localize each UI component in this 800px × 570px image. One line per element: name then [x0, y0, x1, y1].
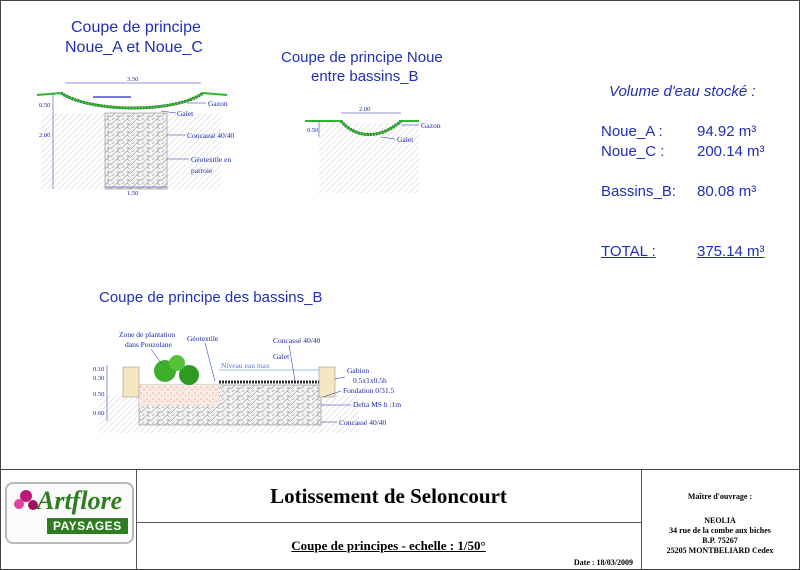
- section1-drawing: [37, 76, 235, 197]
- section1-crushed-stone: [105, 113, 167, 189]
- volume-value-noue-c: 200.14 m³: [697, 143, 765, 160]
- project-title: Lotissement de Seloncourt: [270, 484, 507, 508]
- section1-label-gazon: Gazon: [208, 99, 228, 108]
- logo-subtext: PAYSAGES: [47, 518, 128, 534]
- section3-dim-3: 0.50: [93, 391, 105, 398]
- section1-dim-total: 2.00: [39, 132, 51, 139]
- owner-cell: [641, 470, 799, 570]
- company-logo: [5, 482, 134, 544]
- project-divider: [136, 522, 641, 523]
- section3-gabion-left: [123, 367, 139, 397]
- owner-address-2: B.P. 75267: [702, 536, 738, 545]
- section3-pouzzolane: [139, 385, 219, 405]
- section3-label-zone-2: dans Pouzolane: [125, 340, 172, 349]
- section3-label-gabion-1: Gabion: [347, 366, 370, 375]
- section1-grass-line: [37, 93, 227, 108]
- project-cell: [136, 470, 642, 570]
- volume-value-bassins-b: 80.08 m³: [697, 183, 757, 200]
- section3-dim-2: 0.30: [93, 375, 105, 382]
- volume-name-bassins-b: Bassins_B:: [601, 183, 677, 200]
- volume-total-value: 375.14 m³: [697, 243, 765, 260]
- section3-label-niveau: Niveau eau max: [221, 361, 270, 370]
- section3-label-galet: Galet: [273, 352, 290, 361]
- section1-dim-water: 0.50: [39, 102, 51, 109]
- section1-label-geotextile-2: parroie: [191, 166, 213, 175]
- section2-drawing: [305, 106, 441, 193]
- section1-label-concasse: Concassé 40/40: [187, 131, 235, 140]
- section1-dim-bottom: 1.50: [127, 190, 139, 197]
- section3-label-concasse-bottom: Concassé 40/40: [339, 418, 387, 427]
- section1-title-line2: Noue_A et Noue_C: [65, 39, 203, 56]
- volume-name-noue-c: Noue_C :: [601, 143, 665, 160]
- project-date: Date : 18/03/2009: [573, 558, 633, 567]
- section2-label-gazon: Gazon: [421, 121, 441, 130]
- title-block: [1, 469, 799, 570]
- owner-address-3: 25205 MONTBELIARD Cedex: [666, 546, 774, 555]
- section3-gabion-right: [319, 367, 335, 397]
- section3-dim-1: 0.10: [93, 366, 105, 373]
- section3-label-concasse-top: Concassé 40/40: [273, 336, 321, 345]
- owner-address-1: 34 rue de la combe aux biches: [669, 526, 771, 535]
- section2-dim-top: 2.00: [359, 106, 371, 113]
- section2-dim-depth: 0.50: [307, 127, 319, 134]
- section1-label-galet: Galet: [177, 109, 194, 118]
- drawing-canvas: [1, 1, 800, 471]
- section2-label-galet: Galet: [397, 135, 414, 144]
- section1-label-geotextile-1: Géotextile en: [191, 155, 232, 164]
- owner-name: NEOLIA: [704, 516, 736, 525]
- logo-text: Artflore: [37, 486, 123, 515]
- section1-dim-top: 3.50: [127, 76, 139, 83]
- owner-label: Maître d'ouvrage :: [687, 492, 753, 501]
- section1-title-line1: Coupe de principe: [71, 19, 201, 36]
- section3-title: Coupe de principe des bassins_B: [99, 289, 323, 306]
- section3-label-fondation: Fondation 0/31.5: [343, 386, 395, 395]
- volume-name-noue-a: Noue_A :: [601, 123, 663, 140]
- section2-title-line2: entre bassins_B: [311, 68, 419, 85]
- volume-title: Volume d'eau stocké :: [609, 83, 756, 100]
- section3-label-gabion-2: 0.5x1x0.5h: [353, 376, 387, 385]
- section3-label-delta: Delta MS h :1m: [353, 400, 402, 409]
- section3-drawing: [93, 330, 401, 433]
- logo-cell: [1, 470, 137, 570]
- section3-label-geotextile: Géotextile: [187, 334, 219, 343]
- section1-pebbles: [61, 93, 203, 108]
- project-subtitle: Coupe de principes - echelle : 1/50°: [291, 538, 486, 553]
- volume-total-label: TOTAL :: [601, 243, 656, 260]
- section3-label-zone-1: Zone de plantation: [119, 330, 176, 339]
- volume-value-noue-a: 94.92 m³: [697, 123, 757, 140]
- section3-shrub-3: [169, 355, 185, 371]
- section3-dim-4: 0.60: [93, 410, 105, 417]
- section2-title-line1: Coupe de principe Noue: [281, 49, 443, 66]
